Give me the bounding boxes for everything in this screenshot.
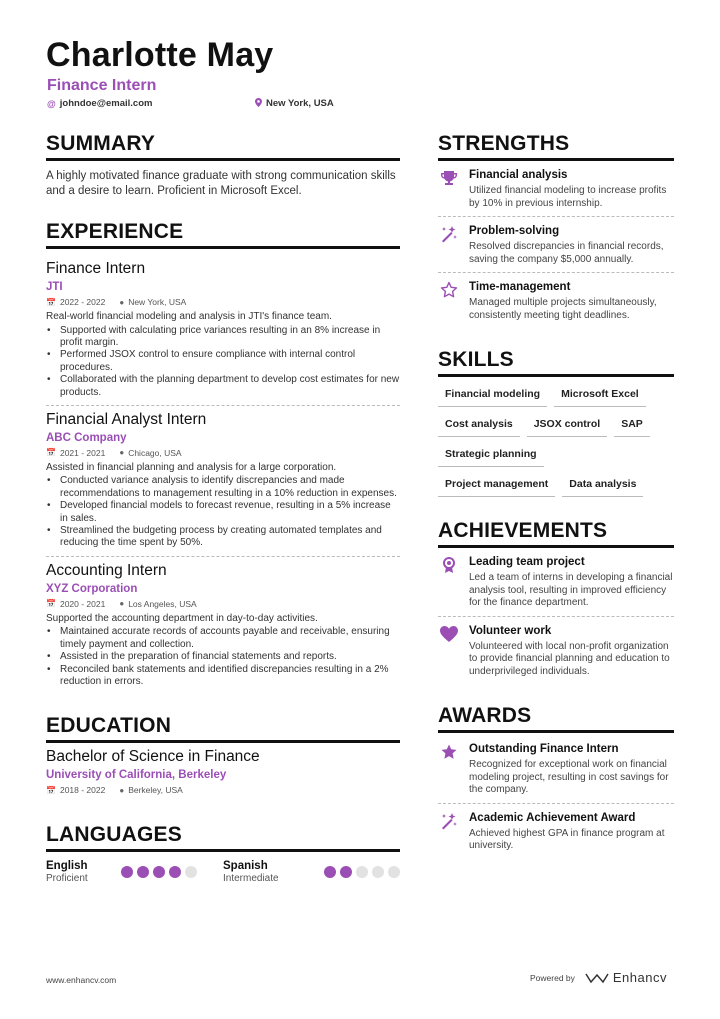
achievements-desc: Volunteered with local non-profit organization to provide financial planning and education to underprivileged individuals. xyxy=(469,640,670,677)
language-text xyxy=(223,860,279,884)
job-dates-wrap xyxy=(46,448,105,458)
summary-text: A highly motivated finance graduate with strong communication skills and a desire to learn. Proficient in Microsoft Excel. xyxy=(46,170,396,197)
education-heading: EDUCATION xyxy=(46,714,400,743)
job-bullets xyxy=(46,626,400,688)
job-bullets xyxy=(46,325,400,399)
bullet-item: • Conducted variance analysis to identify discrepancies and made recommendations to management resulting in a 10% reduction in expenses. xyxy=(46,475,400,500)
map-pin-icon: ● xyxy=(119,448,125,458)
skill-tag: Strategic planning xyxy=(438,443,544,467)
job-description: Supported the accounting department in day-to-day activities. xyxy=(46,612,318,624)
language-rating xyxy=(324,866,400,878)
strengths-item xyxy=(438,225,674,266)
job-dates-wrap xyxy=(46,297,105,307)
awards-title: Outstanding Finance Intern xyxy=(469,743,619,755)
languages-heading: LANGUAGES xyxy=(46,823,400,852)
awards-desc: Recognized for exceptional work on financial modeling project, resulting in cost savings for the company. xyxy=(469,759,669,795)
rating-dot xyxy=(324,866,336,878)
job-location: New York, USA xyxy=(128,297,187,307)
bullet-item: • Performed JSOX control to ensure compliance with internal control procedures. xyxy=(46,349,400,374)
job-meta xyxy=(46,599,400,609)
calendar-icon: 📅 xyxy=(46,297,56,307)
achievements-heading: ACHIEVEMENTS xyxy=(438,519,674,548)
language-item xyxy=(46,860,223,884)
strengths-heading: STRENGTHS xyxy=(438,132,674,161)
skill-tag: Cost analysis xyxy=(438,413,520,437)
divider xyxy=(438,616,674,617)
divider xyxy=(438,272,674,273)
rating-dot xyxy=(169,866,181,878)
achievements-title: Volunteer work xyxy=(469,624,552,637)
strengths-body xyxy=(469,169,674,210)
education-entry xyxy=(46,748,400,795)
job-dates: 2021 - 2021 xyxy=(59,447,106,458)
languages-list xyxy=(46,860,400,884)
bullet-item: • Collaborated with the planning department to develop cost estimates for new products. xyxy=(46,374,400,399)
rating-dot xyxy=(340,866,352,878)
brand-logo[interactable] xyxy=(585,970,667,985)
strengths-title: Financial analysis xyxy=(469,169,568,181)
rating-dot xyxy=(185,866,197,878)
at-icon: @ xyxy=(47,98,56,109)
strengths-desc: Resolved discrepancies in financial records, saving the company $5,000 annually. xyxy=(469,241,664,265)
language-level: Proficient xyxy=(46,873,88,885)
strengths-body xyxy=(469,281,674,322)
magic-wand-icon xyxy=(438,812,459,853)
skill-tag: JSOX control xyxy=(527,413,608,437)
job-location-wrap xyxy=(119,297,186,307)
awards-body xyxy=(469,812,674,853)
awards-list xyxy=(438,743,674,853)
language-text xyxy=(46,860,88,884)
language-item xyxy=(223,860,400,884)
calendar-icon: 📅 xyxy=(46,448,56,458)
language-rating xyxy=(121,866,197,878)
brand-name: Enhancv xyxy=(612,970,667,985)
map-pin-icon: ● xyxy=(119,785,125,795)
map-pin-icon: ● xyxy=(119,297,125,307)
strengths-desc: Managed multiple projects simultaneously, consistently meeting tight deadlines. xyxy=(469,297,657,321)
candidate-title: Finance Intern xyxy=(47,77,157,94)
awards-item xyxy=(438,812,674,853)
strengths-list xyxy=(438,169,674,322)
job-location-wrap xyxy=(119,599,196,609)
strengths-title: Time-management xyxy=(469,281,571,293)
company-name: ABC Company xyxy=(46,431,127,444)
job-title: Financial Analyst Intern xyxy=(46,410,207,428)
awards-desc: Achieved highest GPA in finance program at university. xyxy=(469,827,665,851)
language-name: English xyxy=(46,860,88,873)
left-column xyxy=(46,132,400,884)
awards-body xyxy=(469,743,674,797)
rating-dot xyxy=(372,866,384,878)
degree: Bachelor of Science in Finance xyxy=(46,748,260,766)
star-icon xyxy=(438,743,459,797)
trophy-icon xyxy=(438,169,459,210)
enhancv-logo-icon xyxy=(585,972,609,984)
summary-heading: SUMMARY xyxy=(46,132,400,161)
map-pin-icon: ● xyxy=(119,599,125,609)
bullet-item: • Developed financial models to forecast revenue, resulting in a 5% increase in sales. xyxy=(46,500,400,525)
experience-heading: EXPERIENCE xyxy=(46,220,400,249)
skills-heading: SKILLS xyxy=(438,348,674,377)
job-bullets xyxy=(46,475,400,549)
strengths-item xyxy=(438,281,674,322)
company-name: JTI xyxy=(46,281,63,293)
job-dates: 2022 - 2022 xyxy=(59,297,106,307)
company-name: XYZ Corporation xyxy=(46,582,138,595)
bullet-item: • Reconciled bank statements and identified discrepancies resulting in a 2% reduction in errors. xyxy=(46,664,400,689)
awards-title: Academic Achievement Award xyxy=(469,811,636,824)
medal-icon xyxy=(438,556,459,610)
job-meta xyxy=(46,448,400,458)
skill-tag: Project management xyxy=(438,473,555,497)
right-column xyxy=(438,132,674,853)
rating-dot xyxy=(137,866,149,878)
achievements-body xyxy=(469,556,674,610)
strengths-body xyxy=(469,225,674,266)
education-dates: 2018 - 2022 xyxy=(59,785,106,796)
contact-location xyxy=(255,98,334,109)
achievements-body xyxy=(469,625,674,679)
job-location-wrap xyxy=(119,448,181,458)
bullet-item: • Maintained accurate records of accounts payable and receivable, ensuring timely payment and collection. xyxy=(46,626,400,651)
achievements-item xyxy=(438,556,674,610)
heart-icon xyxy=(438,625,459,679)
skills-list xyxy=(438,383,674,503)
divider xyxy=(46,556,400,557)
awards-item xyxy=(438,743,674,797)
skill-tag: Microsoft Excel xyxy=(554,383,646,407)
skill-tag: Data analysis xyxy=(562,473,643,497)
school: University of California, Berkeley xyxy=(46,769,227,782)
job-entry xyxy=(46,260,400,406)
map-pin-icon xyxy=(255,98,262,109)
experience-list xyxy=(46,260,400,688)
candidate-name: Charlotte May xyxy=(46,36,274,74)
divider xyxy=(46,405,400,406)
calendar-icon: 📅 xyxy=(46,785,56,795)
divider xyxy=(438,803,674,804)
skill-tag: Financial modeling xyxy=(438,383,547,407)
location-text: New York, USA xyxy=(266,98,334,109)
rating-dot xyxy=(356,866,368,878)
achievements-item xyxy=(438,625,674,679)
job-description: Assisted in financial planning and analysis for a large corporation. xyxy=(46,461,337,473)
job-dates-wrap xyxy=(46,599,105,609)
awards-heading: AWARDS xyxy=(438,704,674,733)
job-title: Finance Intern xyxy=(46,260,146,277)
education-meta xyxy=(46,785,400,795)
skill-tag: SAP xyxy=(614,413,650,437)
job-location: Los Angeles, USA xyxy=(128,598,197,609)
strengths-title: Problem-solving xyxy=(469,225,560,237)
job-description: Real-world financial modeling and analysis in JTI's finance team. xyxy=(46,311,332,322)
job-meta xyxy=(46,297,400,307)
language-name: Spanish xyxy=(223,860,268,873)
divider xyxy=(438,216,674,217)
footer-website[interactable]: www.enhancv.com xyxy=(46,975,117,985)
rating-dot xyxy=(153,866,165,878)
job-entry xyxy=(46,562,400,689)
education-location: Berkeley, USA xyxy=(128,785,183,796)
language-level: Intermediate xyxy=(223,873,279,885)
strengths-item xyxy=(438,169,674,210)
contact-email[interactable] xyxy=(47,98,152,109)
star-outline-icon xyxy=(438,281,459,322)
achievements-list xyxy=(438,556,674,678)
strengths-desc: Utilized financial modeling to increase profits by 10% in previous internship. xyxy=(469,185,667,209)
calendar-icon: 📅 xyxy=(46,599,56,609)
powered-by-text: Powered by xyxy=(530,972,575,983)
rating-dot xyxy=(388,866,400,878)
bullet-item: • Assisted in the preparation of financial statements and reports. xyxy=(46,651,400,663)
email-text: johndoe@email.com xyxy=(59,98,153,109)
magic-wand-icon xyxy=(438,225,459,266)
job-title: Accounting Intern xyxy=(46,561,167,579)
footer-brand xyxy=(530,970,667,985)
achievements-desc: Led a team of interns in developing a financial analysis tool, resulting in improved efficiency for the finance department. xyxy=(469,572,673,608)
job-location: Chicago, USA xyxy=(128,447,182,458)
achievements-title: Leading team project xyxy=(469,556,585,568)
job-dates: 2020 - 2021 xyxy=(59,598,106,609)
bullet-item: • Supported with calculating price variances resulting in an 8% increase in profit margin. xyxy=(46,325,400,350)
job-entry xyxy=(46,411,400,557)
rating-dot xyxy=(121,866,133,878)
bullet-item: • Streamlined the budgeting process by creating automated templates and reducing the time spent by 50%. xyxy=(46,525,400,550)
